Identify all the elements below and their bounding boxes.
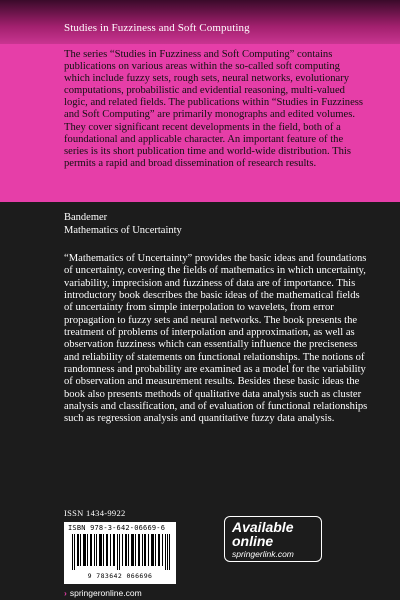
issn-number: ISSN 1434-9922: [64, 508, 126, 518]
book-title: Mathematics of Uncertainty: [64, 225, 182, 236]
online-label: online: [232, 533, 274, 549]
barcode-graphic: [72, 534, 170, 570]
series-description-panel: [0, 44, 400, 202]
isbn-number: ISBN 978-3-642-06669-6: [68, 524, 166, 532]
publisher-link[interactable]: [64, 588, 142, 598]
barcode-digits: 9 783642 066696: [87, 572, 153, 580]
series-description: The series “Studies in Fuzziness and Soft Computing” contains publications on various areas within the so-called soft computing which include fuzzy sets, rough sets, neural networks, evolutionary computations, probabilistic and evidential reasoning, multi-valued logic, and related fields. The publications within “Studies in Fuzziness and Soft Computing” are primarily monographs and edited volumes. They cover significant recent developments in the field, both of a foundational and applicable character. An important feature of the series is its short publication time and world-wide distribution. This permits a rapid and broad dissemination of research results.: [64, 49, 364, 169]
springer-chevron-icon: ›: [64, 588, 67, 598]
series-title: Studies in Fuzziness and Soft Computing: [64, 22, 250, 34]
springerlink-url[interactable]: springerlink.com: [232, 549, 294, 559]
available-online-badge[interactable]: [224, 516, 322, 562]
publisher-url[interactable]: springeronline.com: [69, 588, 142, 598]
available-label: Available: [232, 519, 294, 535]
series-header: [0, 0, 400, 44]
book-blurb: “Mathematics of Uncertainty” provides the basic ideas and foundations of uncertainty, covering the fields of mathematics in which uncertainty, variability, imprecision and fuzziness of data are of importance. This introductory book describes the basic ideas of the mathematical fields of uncertainty from simple interpolation to wavelets, from error propagation to fuzzy sets and neural networks. The book presents the treatment of problems of interpolation and approximation, as well as observation fuzziness which can essentially influence the preciseness and reliability of statements on functional relationships. The notions of randomness and probability are examined as a model for the variability of observation and measurement results. Besides these basic ideas the book also presents methods of qualitative data analysis such as cluster analysis and classification, and of evaluation of functional relationships such as regression analysis and quantitative fuzzy data analysis.: [64, 253, 368, 425]
barcode-panel: [64, 522, 176, 584]
author-name: Bandemer: [64, 212, 108, 223]
